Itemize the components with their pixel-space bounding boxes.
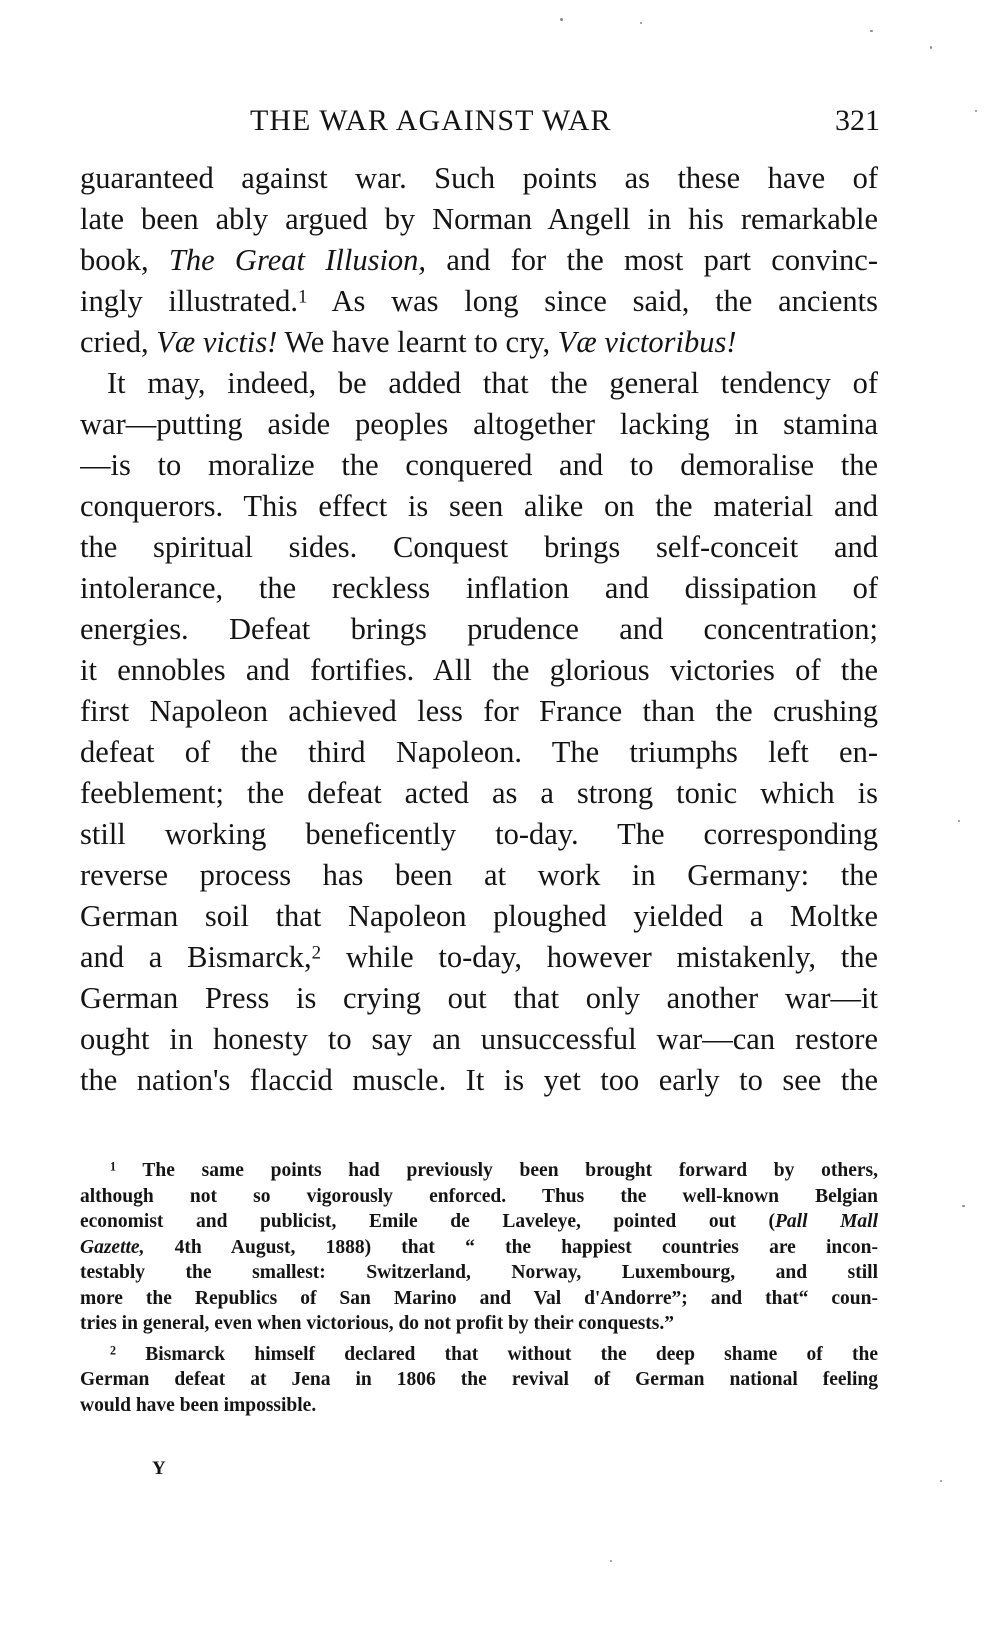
text-line: it ennobles and fortifies. All the glorious victories of the (80, 653, 878, 687)
scan-speck (870, 30, 873, 32)
latin-phrase: Væ victoribus! (557, 325, 737, 359)
scan-speck (560, 18, 563, 21)
footnote-1: $^1$ The same points had previously been brought forward by others, (110, 1159, 878, 1181)
text-line: war—putting aside peoples altogether lacking in stamina (80, 407, 878, 441)
footnotes (80, 1158, 878, 1418)
text-line: the nation's flaccid muscle. It is yet too early to see the (80, 1063, 878, 1097)
page-header (80, 104, 880, 144)
text-line: book, The Great Illusion, and for the most part convinc- (80, 243, 878, 277)
text-line: ingly illustrated.$^1$ As was long since said, the ancients (80, 284, 878, 318)
footnote-2: $^2$ Bismarck himself declared that without the deep shame of the (110, 1343, 878, 1365)
text-line: ought in honesty to say an unsuccessful war—can restore (80, 1022, 878, 1056)
text-line: first Napoleon achieved less for France than the crushing (80, 694, 878, 728)
text-line: still working beneficently to-day. The corresponding (80, 817, 878, 851)
text-line: reverse process has been at work in Germany: the (80, 858, 878, 892)
footnote-line: although not so vigorously enforced. Thus the well-known Belgian (80, 1185, 878, 1207)
text-line: energies. Defeat brings prudence and concentration; (80, 612, 878, 646)
footnote-marker-1: 1 (110, 1159, 117, 1174)
scan-speck (610, 1560, 612, 1562)
text-line: late been ably argued by Norman Angell in his remarkable (80, 202, 878, 236)
footnote-line: would have been impossible. (80, 1394, 317, 1416)
footnote-ref-2: 2 (311, 942, 322, 964)
footnote-ref-1: 1 (298, 286, 308, 308)
text-line: cried, Væ victis! We have learnt to cry, Væ victoribus! (80, 325, 737, 359)
footnote-line: Gazette, 4th August, 1888) that “ the happiest countries are incon- (80, 1236, 878, 1258)
latin-phrase: Væ victis! (156, 325, 278, 359)
text-line: conquerors. This effect is seen alike on the material and (80, 489, 878, 523)
text-line: —is to moralize the conquered and to demoralise the (80, 448, 878, 482)
scan-speck (958, 820, 960, 822)
body-text (80, 158, 878, 1101)
text-line: feeblement; the defeat acted as a strong tonic which is (80, 776, 878, 810)
footnote-line: testably the smallest: Switzerland, Norway, Luxembourg, and still (80, 1262, 878, 1283)
footnote-line: tries in general, even when victorious, do not profit by their conquests.” (80, 1313, 675, 1334)
text-line: guaranteed against war. Such points as these have of (80, 161, 878, 195)
footnote-marker-2: 2 (110, 1343, 117, 1358)
signature-mark: Y (152, 1458, 166, 1479)
page-number: 321 (835, 104, 880, 137)
text-line: German Press is crying out that only another war—it (80, 981, 878, 1015)
scan-speck (940, 1480, 942, 1482)
scan-speck (930, 46, 932, 49)
text-line: the spiritual sides. Conquest brings self-conceit and (80, 530, 878, 564)
text-line: intolerance, the reckless inflation and dissipation of (80, 571, 878, 605)
text-line: German soil that Napoleon ploughed yielded a Moltke (80, 899, 878, 933)
scan-speck (975, 110, 977, 112)
running-head: THE WAR AGAINST WAR (250, 104, 612, 137)
footnote-line: economist and publicist, Emile de Laveleye, pointed out (Pall Mall (80, 1211, 878, 1232)
scan-speck (640, 22, 642, 24)
scan-speck (962, 1205, 965, 1207)
text-line: and a Bismarck,$^2$ while to-day, however mistakenly, the (80, 940, 878, 974)
footnote-line: German defeat at Jena in 1806 the revival of German national feeling (80, 1369, 878, 1390)
footnote-line: more the Republics of San Marino and Val d'Andorre”; and that“ coun- (80, 1287, 878, 1309)
book-title: The Great Illusion, (168, 243, 427, 277)
paragraph-start: It may, indeed, be added that the general tendency of (107, 366, 878, 400)
text-line: defeat of the third Napoleon. The triumphs left en- (80, 735, 878, 769)
